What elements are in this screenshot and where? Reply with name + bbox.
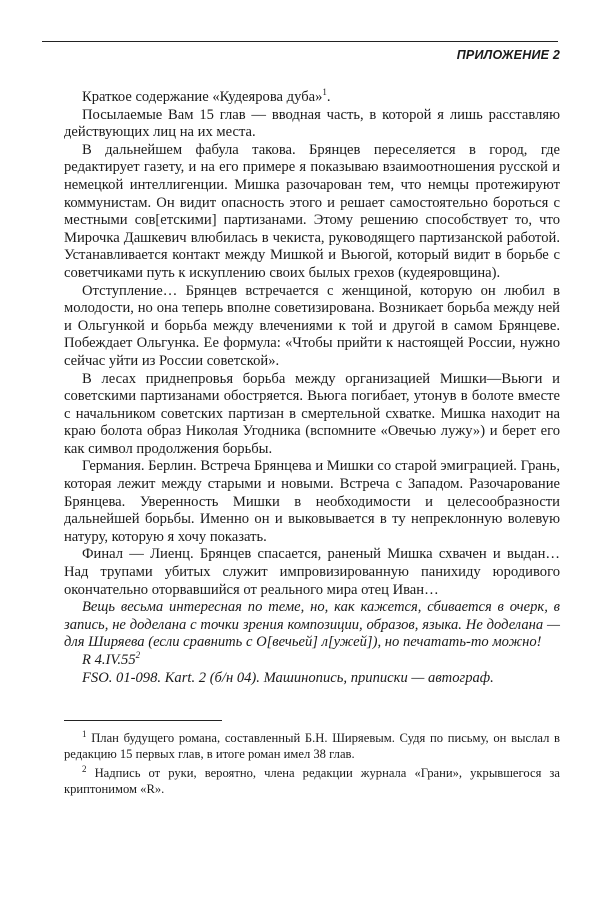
signature-text: R 4.IV.55 — [82, 652, 136, 668]
running-head: ПРИЛОЖЕНИЕ 2 — [456, 48, 560, 62]
editor-signature — [64, 652, 560, 670]
footnote-number: 1 — [82, 728, 87, 739]
header-rule — [42, 41, 558, 42]
summary-title — [64, 89, 560, 107]
footnote-rule — [64, 720, 222, 721]
summary-title-text: Краткое содержание «Кудеярова дуба» — [82, 89, 323, 105]
footnote-ref-1[interactable]: 1 — [322, 87, 327, 98]
paragraph: Посылаемые Вам 15 глав — вводная часть, в которой я лишь расставляю действующих лиц на их места. — [64, 106, 560, 141]
paragraph: Финал — Лиенц. Брянцев спасается, раненый Мишка схвачен и выдан… Над трупами убитых служит импровизированную панихиду юродивого окончательно оторвавшийся от реального мира отец Иван… — [64, 546, 560, 598]
paragraph: Германия. Берлин. Встреча Брянцева и Мишки со старой эмиграцией. Грань, которая лежит между старыми и новыми. Встреча с Западом. Разочарование Брянцева. Уверенность Мишки в необходимости и целесообразности дальнейшей борьбы. Именно он и выковывается в ту непреклонную волевую натуру, которую я хочу показать. — [64, 458, 560, 545]
paragraph: Отступление… Брянцев встречается с женщиной, которую он любил в молодости, но она теперь вполне советизирована. Возникает борьба между ней и Ольгункой и борьба между влечениями к той и другой в самом Брянцеве. Побеждает Ольгунка. Ее формула: «Чтобы прийти к настоящей России, нужно сейчас уйти из России советской». — [64, 282, 560, 369]
footnote — [64, 730, 560, 762]
paragraph: В лесах приднепровья борьба между организацией Мишки—Вьюги и советскими партизанами обостряется. Вьюга погибает, утонув в болоте вместе с начальником советских партизан в смертельной схватке. Мишка находит на краю болота образ Николая Угодника (вспомните «Овечью лужу») и берет его как символ продолжения борьбы. — [64, 370, 560, 457]
footnote-ref-2[interactable]: 2 — [135, 650, 141, 661]
summary-title-tail: . — [326, 89, 331, 105]
footnote — [64, 765, 560, 797]
editor-note: Вещь весьма интересная по теме, но, как кажется, сбивается в очерк, в запись, не доделана с точки зрения композиции, образов, языка. Не доделана — для Ширяева (если сравнить с О[вечьей] л[ужей]), но печатать-то можно! — [64, 599, 560, 651]
footnotes — [64, 730, 560, 800]
archive-reference: FSO. 01-098. Kart. 2 (б/н 04). Машинопись, приписки — автограф. — [82, 669, 494, 686]
paragraph: В дальнейшем фабула такова. Брянцев переселяется в город, где редактирует газету, и на его примере я показываю взаимоотношения русской и немецкой интеллигенции. Мишка разочарован тем, что немцы протежируют коммунистам. Он видит опасность этого и решает самостоятельно бороться с местными сов[етскими] партизанами. Этому решению способствует то, что Мирочка Дашкевич влюбилась в чекиста, руководящего партизанской работой. Устанавливается контакт между Мишкой и Вьюгой, который видит в борьбе с советчиками путь к искуплению своих былых грехов (кудеяровщина). — [64, 141, 560, 281]
footnote-text: Надпись от руки, вероятно, члена редакции журнала «Грани», укрывшегося за криптонимом «R». — [64, 766, 560, 796]
footnote-number: 2 — [82, 763, 87, 774]
footnote-text: План будущего романа, составленный Б.Н. Ширяевым. Судя по письму, он выслал в редакцию 15 первых глав, в итоге роман имел 38 глав. — [64, 731, 560, 761]
body-text — [64, 89, 560, 687]
